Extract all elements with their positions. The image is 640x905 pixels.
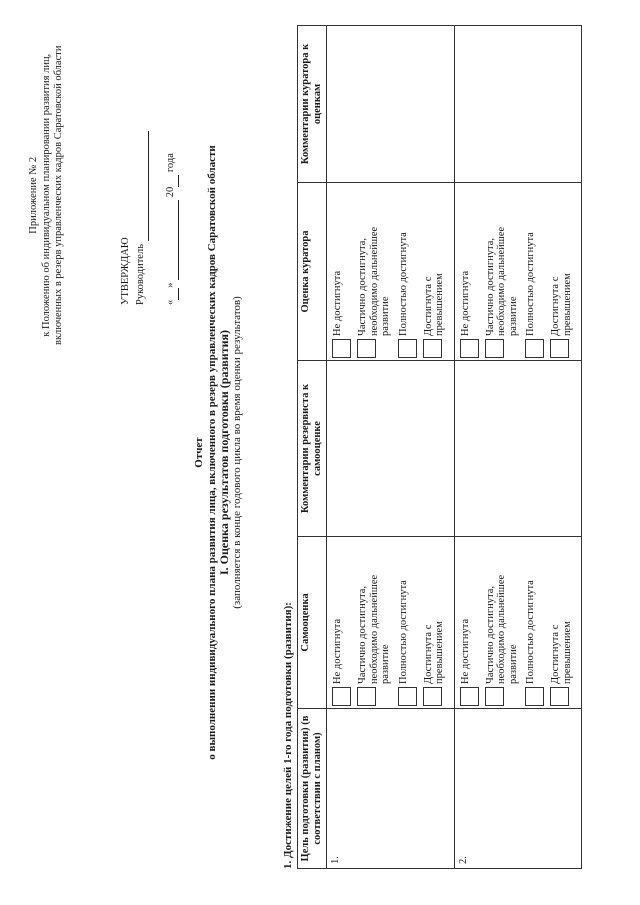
self-option-not-achieved: Не достигнута [460,539,479,706]
curator-option-not-achieved: Не достигнута [332,185,351,358]
curator-option-fully-achieved: Полностью достигнута [525,185,544,358]
self-assessment-cell [327,537,455,709]
appendix-line: включенных в резерв управленческих кадров Саратовской области [53,45,64,345]
report-title: Отчет [193,437,205,468]
section-note: (заполняется в конце годового цикла во время оценки результатов) [230,296,243,609]
curator-option-fully-achieved: Полностью достигнута [398,185,417,358]
row-number: 1. [330,856,341,864]
column-header-curator-assessment: Оценка куратора [298,183,327,361]
table-row [327,26,455,869]
goal-cell[interactable] [327,709,455,869]
column-header-goal: Цель подготовки (развития) (в соответствии с планом) [298,709,327,869]
checkbox[interactable] [550,687,569,706]
curator-option-not-achieved: Не достигнута [460,185,479,358]
self-option-not-achieved: Не достигнута [332,539,351,706]
column-header-reservist-comments: Комментарии резервиста к самооценке [298,361,327,537]
checkbox[interactable] [332,339,351,358]
checkbox[interactable] [485,339,504,358]
column-header-self-assessment: Самооценка [298,537,327,709]
goal-cell[interactable] [454,709,582,869]
approve-head-line [133,131,149,305]
curator-option-exceeded: Достигнута с превышением [423,185,446,358]
column-header-curator-comments: Комментарии куратора к оценкам [298,26,327,183]
self-option-partially-achieved: Частично достигнута, необходимо дальнейшее развитие [485,539,520,706]
checkbox[interactable] [398,339,417,358]
checkbox[interactable] [525,687,544,706]
curator-comments-cell[interactable] [454,26,582,183]
goals-table-title: 1. Достижение целей 1-го года подготовки (развития): [282,602,294,869]
row-number: 2. [457,856,469,864]
table-row [454,26,582,869]
checkbox[interactable] [357,339,376,358]
curator-assessment-cell [454,183,582,361]
signature-line [133,131,149,241]
self-option-exceeded: Достигнута с превышением [550,539,573,706]
appendix-line: Приложение № 2 [28,156,39,234]
appendix-line: к Положению об индивидуальном планировании развития лиц, [40,53,52,337]
report-heading [193,0,243,905]
reservist-comments-cell[interactable] [327,361,455,537]
curator-comments-cell[interactable] [327,26,455,183]
curator-assessment-cell [327,183,455,361]
checkbox[interactable] [460,339,479,358]
self-option-fully-achieved: Полностью достигнута [398,539,417,706]
checkbox[interactable] [332,687,351,706]
approve-title: УТВЕРЖДАЮ [120,237,131,305]
goals-table [297,25,582,869]
date-year-blank [163,175,179,187]
curator-option-exceeded: Достигнута с превышением [550,185,573,358]
self-option-exceeded: Достигнута с превышением [423,539,446,706]
curator-option-partially-achieved: Частично достигнута, необходимо дальнейшее развитие [485,185,520,358]
checkbox[interactable] [398,687,417,706]
approve-date-line [163,131,179,305]
date-quote-open: « [165,299,176,305]
checkbox[interactable] [357,687,376,706]
checkbox[interactable] [525,339,544,358]
self-assessment-cell [454,537,582,709]
date-year-suffix: года [165,153,176,173]
self-option-partially-achieved: Частично достигнута, необходимо дальнейшее развитие [357,539,392,706]
date-month-blank [163,200,179,280]
checkbox[interactable] [423,687,442,706]
table-header-row [298,26,327,869]
approval-block [118,131,179,305]
section-title: I. Оценка результатов подготовки (развития) [217,330,231,575]
checkbox[interactable] [485,687,504,706]
curator-option-partially-achieved: Частично достигнута, необходимо дальнейшее развитие [357,185,392,358]
appendix-note [28,46,66,345]
date-quote-close: » [165,282,176,288]
approve-head-label: Руководитель [135,244,146,305]
checkbox[interactable] [423,339,442,358]
checkbox[interactable] [550,339,569,358]
report-subtitle: о выполнении индивидуального плана развития лица, включенного в резерв управленческих кадров Саратовской области [205,145,218,760]
date-year-prefix: 20 [165,186,176,198]
self-option-fully-achieved: Полностью достигнута [525,539,544,706]
checkbox[interactable] [460,687,479,706]
date-day-blank [163,288,179,300]
reservist-comments-cell[interactable] [454,361,582,537]
